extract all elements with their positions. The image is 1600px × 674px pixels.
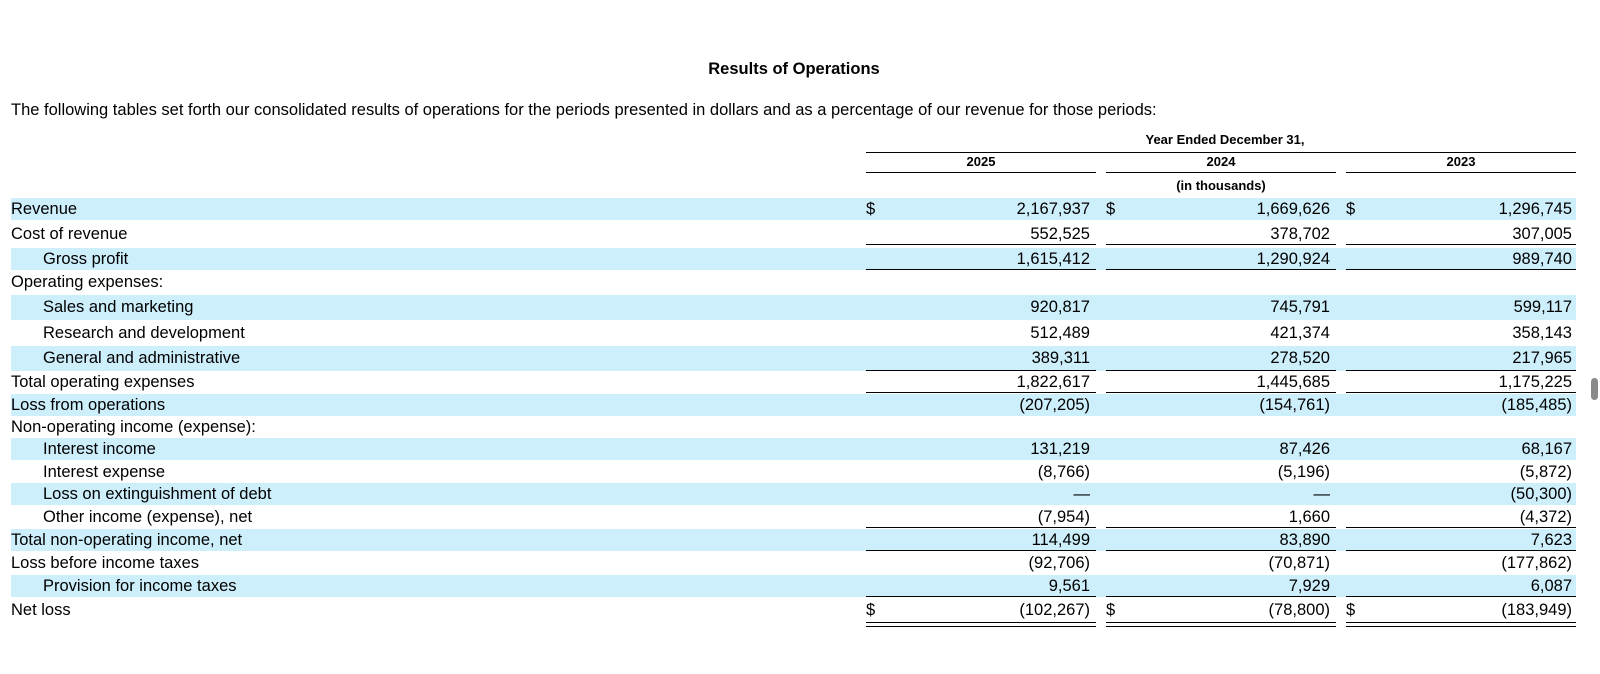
- subtotal-underline: [1346, 550, 1576, 551]
- year-rule-2023: [1346, 172, 1576, 173]
- cell-value-2024: 87,426: [1279, 440, 1330, 458]
- subtotal-underline: [1106, 550, 1336, 551]
- row-label: Total non-operating income, net: [11, 531, 243, 549]
- cell-value-2023: (5,872): [1519, 463, 1572, 481]
- cell-value-2024: (70,871): [1268, 554, 1330, 572]
- cell-value-2023: (50,300): [1510, 485, 1572, 503]
- row-label: Operating expenses:: [11, 273, 164, 291]
- cell-value-2025: 512,489: [1030, 324, 1090, 342]
- subtotal-underline: [1106, 527, 1336, 528]
- cell-value-2025: 9,561: [1048, 577, 1090, 595]
- table-row: [11, 552, 1576, 574]
- cell-value-2025: 552,525: [1030, 225, 1090, 243]
- currency-symbol: $: [1346, 601, 1356, 619]
- currency-symbol: $: [866, 200, 876, 218]
- currency-symbol: $: [1106, 601, 1116, 619]
- cell-value-2024: (154,761): [1259, 396, 1330, 414]
- cell-value-2025: 1,615,412: [1016, 250, 1090, 268]
- currency-symbol: $: [1106, 200, 1116, 218]
- table-row: [11, 597, 1576, 623]
- subtotal-underline: [1346, 269, 1576, 270]
- cell-value-2025: (7,954): [1037, 508, 1090, 526]
- cell-value-2024: 7,929: [1288, 577, 1330, 595]
- row-label: General and administrative: [43, 349, 241, 367]
- currency-symbol: $: [866, 601, 876, 619]
- subtotal-underline: [866, 244, 1096, 245]
- year-rule-2024: [1106, 172, 1336, 173]
- subtotal-underline: [1346, 244, 1576, 245]
- cell-value-2023: (177,862): [1501, 554, 1572, 572]
- row-label: Non-operating income (expense):: [11, 418, 256, 436]
- period-header: Year Ended December 31,: [1145, 132, 1305, 147]
- year-header-2024: 2024: [1206, 154, 1236, 169]
- row-label: Cost of revenue: [11, 225, 128, 243]
- cell-value-2023: 7,623: [1530, 531, 1572, 549]
- row-label: Total operating expenses: [11, 373, 195, 391]
- currency-symbol: $: [1346, 200, 1356, 218]
- section-title: Results of Operations: [708, 60, 880, 78]
- table-row: [11, 248, 1576, 270]
- cell-value-2023: 358,143: [1512, 324, 1572, 342]
- row-label: Loss on extinguishment of debt: [43, 485, 272, 503]
- row-label: Sales and marketing: [43, 298, 194, 316]
- row-label: Interest expense: [43, 463, 165, 481]
- cell-value-2024: (5,196): [1277, 463, 1330, 481]
- table-row: [11, 272, 1576, 293]
- row-label: Interest income: [43, 440, 156, 458]
- row-label: Revenue: [11, 200, 78, 218]
- cell-value-2025: 114,499: [1031, 531, 1090, 549]
- subtotal-underline: [866, 269, 1096, 270]
- row-label: Loss before income taxes: [11, 554, 200, 572]
- subtotal-underline: [1346, 527, 1576, 528]
- table-row: [11, 394, 1576, 416]
- cell-value-2025: 389,311: [1031, 349, 1090, 367]
- cell-value-2025: —: [1073, 485, 1090, 503]
- row-label: Gross profit: [43, 250, 129, 268]
- table-row: [11, 483, 1576, 505]
- year-header-2023: 2023: [1446, 154, 1476, 169]
- cell-value-2023: 68,167: [1521, 440, 1572, 458]
- cell-value-2023: 1,175,225: [1498, 373, 1572, 391]
- units-header: (in thousands): [1176, 178, 1266, 193]
- table-row: [11, 461, 1576, 483]
- cell-value-2023: (4,372): [1519, 508, 1572, 526]
- subtotal-underline: [1106, 269, 1336, 270]
- table-row: [11, 321, 1576, 346]
- row-label: Net loss: [11, 601, 71, 619]
- table-row: [11, 575, 1576, 597]
- cell-value-2024: 378,702: [1270, 225, 1330, 243]
- cell-value-2024: 278,520: [1270, 349, 1330, 367]
- subtotal-underline: [1106, 244, 1336, 245]
- period-header-rule: [866, 152, 1576, 153]
- total-double-underline: [1106, 622, 1336, 627]
- subtotal-underline: [866, 550, 1096, 551]
- table-row: [11, 295, 1576, 320]
- cell-value-2024: 1,290,924: [1256, 250, 1330, 268]
- cell-value-2025: (207,205): [1019, 396, 1090, 414]
- table-row: [11, 506, 1576, 528]
- cell-value-2023: (183,949): [1501, 601, 1572, 619]
- year-rule-2025: [866, 172, 1096, 173]
- subtotal-underline: [866, 392, 1096, 393]
- cell-value-2023: 6,087: [1530, 577, 1572, 595]
- cell-value-2024: 421,374: [1270, 324, 1330, 342]
- table-row: [11, 198, 1576, 220]
- cell-value-2024: —: [1313, 485, 1330, 503]
- cell-value-2024: 745,791: [1270, 298, 1330, 316]
- cell-value-2025: 1,822,617: [1016, 373, 1090, 391]
- total-double-underline: [866, 622, 1096, 627]
- table-row: [11, 529, 1576, 551]
- cell-value-2023: 307,005: [1512, 225, 1572, 243]
- table-row: [11, 223, 1576, 245]
- row-label: Research and development: [43, 324, 245, 342]
- row-label: Loss from operations: [11, 396, 166, 414]
- table-row: [11, 417, 1576, 437]
- cell-value-2025: (102,267): [1019, 601, 1090, 619]
- cell-value-2023: 217,965: [1512, 349, 1572, 367]
- cell-value-2024: 1,445,685: [1256, 373, 1330, 391]
- total-double-underline: [1346, 622, 1576, 627]
- cell-value-2025: 2,167,937: [1016, 200, 1090, 218]
- cell-value-2023: 599,117: [1513, 298, 1572, 316]
- row-label: Other income (expense), net: [43, 508, 253, 526]
- row-label: Provision for income taxes: [43, 577, 237, 595]
- cell-value-2023: 989,740: [1512, 250, 1572, 268]
- cell-value-2024: 1,660: [1288, 508, 1330, 526]
- subtotal-underline: [1106, 392, 1336, 393]
- cell-value-2023: (185,485): [1501, 396, 1572, 414]
- cell-value-2024: 83,890: [1279, 531, 1330, 549]
- cell-value-2023: 1,296,745: [1498, 200, 1572, 218]
- cell-value-2025: 920,817: [1030, 298, 1090, 316]
- intro-paragraph: The following tables set forth our consolidated results of operations for the periods presented in dollars and as a percentage of our revenue for those periods:: [11, 101, 1157, 119]
- cell-value-2025: (8,766): [1037, 463, 1090, 481]
- subtotal-underline: [866, 527, 1096, 528]
- table-row: [11, 438, 1576, 460]
- cell-value-2025: (92,706): [1028, 554, 1090, 572]
- cell-value-2024: (78,800): [1268, 601, 1330, 619]
- vertical-scrollbar[interactable]: [1591, 378, 1598, 400]
- cell-value-2025: 131,219: [1030, 440, 1090, 458]
- subtotal-underline: [1346, 392, 1576, 393]
- table-row: [11, 371, 1576, 393]
- table-row: [11, 346, 1576, 371]
- cell-value-2024: 1,669,626: [1256, 200, 1330, 218]
- year-header-2025: 2025: [966, 154, 996, 169]
